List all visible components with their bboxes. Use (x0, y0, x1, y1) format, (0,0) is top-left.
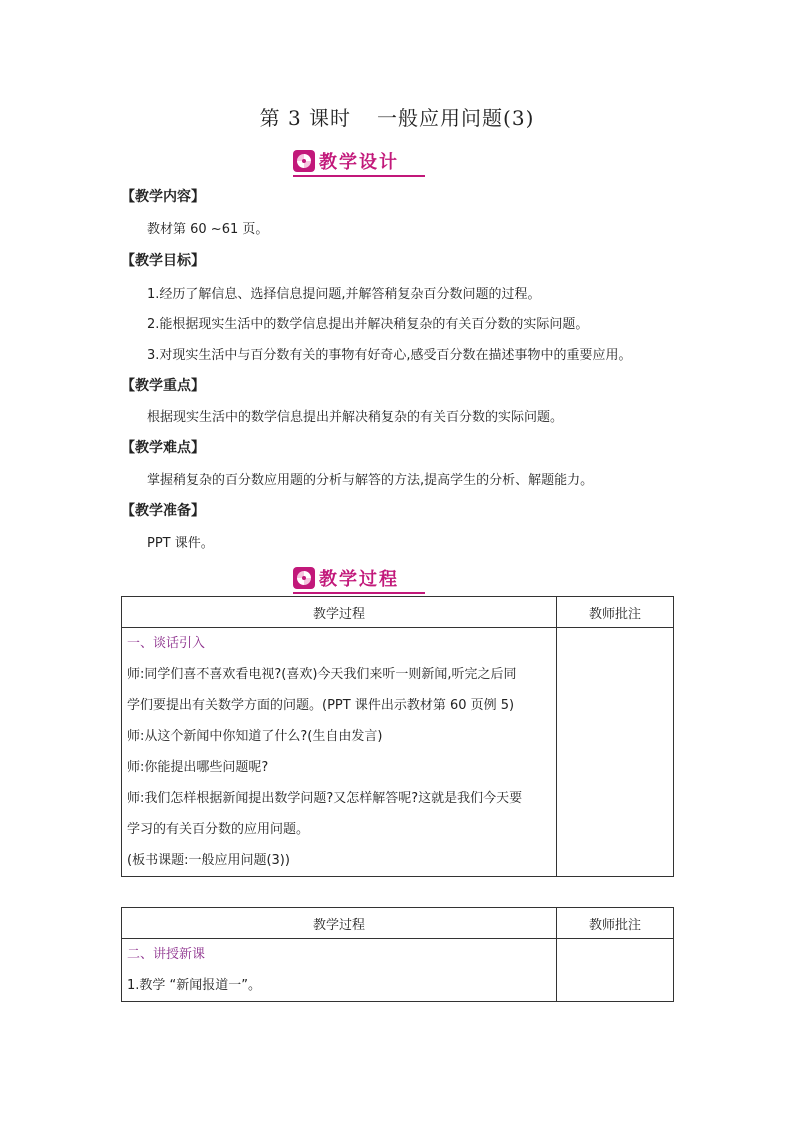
section-title: 二、讲授新课 (127, 947, 206, 962)
table-row (122, 628, 674, 877)
process-table-1 (121, 596, 674, 877)
banner-underline (293, 592, 425, 594)
heading-difficulties: 【教学难点】 (121, 440, 205, 456)
header-process: 教学过程 (122, 908, 557, 939)
banner-label: 教学设计 (319, 152, 399, 173)
banner-label: 教学过程 (319, 569, 399, 590)
page-title (0, 102, 794, 131)
content-line: 教材第 60 ~61 页。 (147, 222, 269, 237)
header-teacher-notes: 教师批注 (557, 908, 674, 939)
heading-content: 【教学内容】 (121, 189, 205, 205)
table-header-row (122, 908, 674, 939)
process-cell (122, 628, 557, 877)
text-line: 学们要提出有关数学方面的问题。(PPT 课件出示教材第 60 页例 5) (127, 698, 515, 713)
table-row (122, 939, 674, 1002)
heading-preparation: 【教学准备】 (121, 503, 205, 519)
lesson-topic: 一般应用问题(3) (377, 106, 535, 130)
preparation-line: PPT 课件。 (147, 536, 214, 551)
process-cell (122, 939, 557, 1002)
banner-teaching-design (293, 148, 417, 174)
key-point-line: 根据现实生活中的数学信息提出并解决稍复杂的有关百分数的实际问题。 (147, 410, 564, 425)
objective-line: 3.对现实生活中与百分数有关的事物有好奇心,感受百分数在描述事物中的重要应用。 (147, 348, 632, 363)
objective-line: 1.经历了解信息、选择信息提问题,并解答稍复杂百分数问题的过程。 (147, 287, 541, 302)
text-line: 师:我们怎样根据新闻提出数学问题?又怎样解答呢?这就是我们今天要 (127, 791, 523, 806)
text-line: 1.教学 “新闻报道一”。 (127, 978, 262, 993)
header-process: 教学过程 (122, 597, 557, 628)
banner-underline (293, 175, 425, 177)
heading-objectives: 【教学目标】 (121, 253, 205, 269)
objective-line: 2.能根据现实生活中的数学信息提出并解决稍复杂的有关百分数的实际问题。 (147, 317, 589, 332)
banner-teaching-process (293, 565, 417, 591)
difficulty-line: 掌握稍复杂的百分数应用题的分析与解答的方法,提高学生的分析、解题能力。 (147, 473, 594, 488)
text-line: 师:同学们喜不喜欢看电视?(喜欢)今天我们来听一则新闻,听完之后同 (127, 667, 517, 682)
pinwheel-logo-icon (293, 150, 315, 172)
text-line: 师:从这个新闻中你知道了什么?(生自由发言) (127, 729, 383, 744)
lesson-number: 第 3 课时 (259, 106, 352, 130)
pinwheel-logo-icon (293, 567, 315, 589)
teacher-notes-cell (557, 939, 674, 1002)
header-teacher-notes: 教师批注 (557, 597, 674, 628)
table-header-row (122, 597, 674, 628)
text-line: 师:你能提出哪些问题呢? (127, 760, 269, 775)
text-line: (板书课题:一般应用问题(3)) (127, 853, 290, 868)
text-line: 学习的有关百分数的应用问题。 (127, 822, 310, 837)
section-title: 一、谈话引入 (127, 636, 206, 651)
heading-key-points: 【教学重点】 (121, 378, 205, 394)
process-table-2 (121, 907, 674, 1002)
teacher-notes-cell (557, 628, 674, 877)
